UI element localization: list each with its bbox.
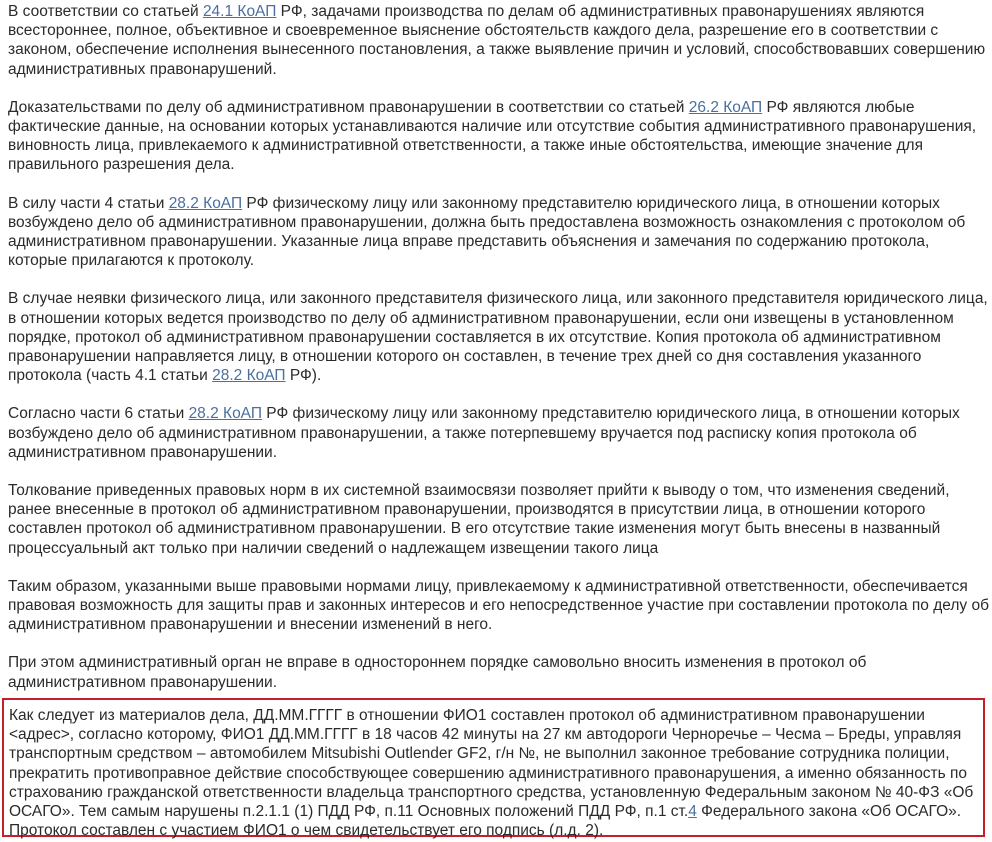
paragraph-text: Толкование приведенных правовых норм в их системной взаимосвязи позволяет прийти к выводу о том, что изменения сведений, ранее внесенные в протокол об административном правонарушении, производятся в присутствии лица, в отношении которого составлен протокол об административном правонарушении. В его отсутствие такие изменения могут быть внесены в названный процессуальный акт только при наличии сведений о надлежащем извещении такого лица (8, 482, 950, 557)
paragraph (8, 577, 990, 635)
paragraph-text: РФ являются любые фактические данные, на основании которых устанавливаются наличие или отсутствие события административного правонарушения, виновность лица, привлекаемого к административной ответственности, а также иные обстоятельства, имеющие значение для правильного разрешения дела. (8, 98, 977, 174)
paragraph-text: РФ физическому лицу или законному представителю юридического лица, в отношении которых возбуждено дело об административном правонарушении, а также потерпевшему вручается под расписку копия протокола об административном правонарушении. (8, 405, 960, 461)
paragraph (8, 2, 990, 79)
paragraph (8, 289, 990, 385)
paragraph-text: В соответствии со статьей (8, 3, 203, 20)
paragraph-text: Доказательствами по делу об административном правонарушении в соответствии со статьей (8, 98, 689, 116)
paragraph (8, 404, 990, 462)
paragraph-text: Как следует из материалов дела, ДД.ММ.ГГГГ в отношении ФИО1 составлен протокол об административном правонарушении <адрес>, согласно которому, ФИО1 ДД.ММ.ГГГГ в 18 часов 42 минуты на 27 км автодороги Черноречье – Чесма – Бреды, управляя транспортным средством – автомобилем Mitsubishi Outlender GF2, г/н №, не выполнил законное требование сотрудника полиции, прекратить противоправное действие способствующее совершению административного правонарушения, а именно обязанность по страхованию гражданской ответственности владельца транспортного средства, установленную Федеральным законом № 40-ФЗ «Об ОСАГО». Тем самым нарушены п.2.1.1 (1) ПДД РФ, п.11 Основных положений ПДД РФ, п.1 ст. (9, 707, 974, 821)
law-reference-link[interactable]: 28.2 КоАП (212, 367, 286, 385)
highlighted-paragraph (9, 706, 981, 840)
law-reference-link[interactable]: 26.2 КоАП (688, 98, 763, 116)
law-reference-link[interactable]: 28.2 КоАП (188, 405, 262, 423)
paragraph (8, 98, 990, 175)
paragraph-text: В случае неявки физического лица, или законного представителя физического лица, или законного представителя юридического лица, в отношении которых ведется производство по делу об административном правонарушении, если они извещены в установленном порядке, протокол об административном правонарушении составляется в их отсутствие. Копия протокола об административном правонарушении направляется лицу, в отношении которого он составлен, в течение трех дней со дня составления указанного протокола (часть 4.1 статьи (8, 290, 988, 385)
paragraph-text: РФ). (285, 367, 322, 385)
paragraph-text: При этом административный орган не вправе в одностороннем порядке самовольно вносить изменения в протокол об административном правонарушении. (8, 654, 867, 691)
paragraph-text: В силу части 4 статьи (8, 194, 169, 212)
paragraph (8, 194, 990, 271)
paragraph-text: РФ, задачами производства по делам об административных правонарушениях являются всестороннее, полное, объективное и своевременное выяснение обстоятельств каждого дела, разрешение его в соответствии с законом, обеспечение исполнения вынесенного постановления, а также выявление причин и условий, способствовавших совершению административных правонарушений. (8, 3, 986, 78)
law-reference-link[interactable]: 4 (688, 803, 697, 821)
highlighted-paragraph-box (2, 698, 985, 840)
law-reference-link[interactable]: 24.1 КоАП (202, 3, 277, 20)
document-body (8, 2, 990, 711)
paragraph (8, 653, 990, 691)
paragraph (8, 481, 990, 558)
law-reference-link[interactable]: 28.2 КоАП (168, 194, 243, 212)
paragraph-text: Федерального закона «Об ОСАГО». Протокол составлен с участием ФИО1 о чем свидетельствует его подпись (л.д. 2). (9, 803, 962, 840)
paragraph-text: Таким образом, указанными выше правовыми нормами лицу, привлекаемому к административной ответственности, обеспечивается правовая возможность для защиты прав и законных интересов и его непосредственное участие при составлении протокола по делу об административном правонарушении и внесении изменений в него. (8, 577, 989, 634)
paragraph-text: Согласно части 6 статьи (8, 405, 189, 423)
paragraph-text: РФ физическому лицу или законному представителю юридического лица, в отношении которых возбуждено дело об административном правонарушении, должна быть предоставлена возможность ознакомления с протоколом об административном правонарушении. Указанные лица вправе представить объяснения и замечания по содержанию протокола, которые прилагаются к протоколу. (8, 194, 966, 270)
